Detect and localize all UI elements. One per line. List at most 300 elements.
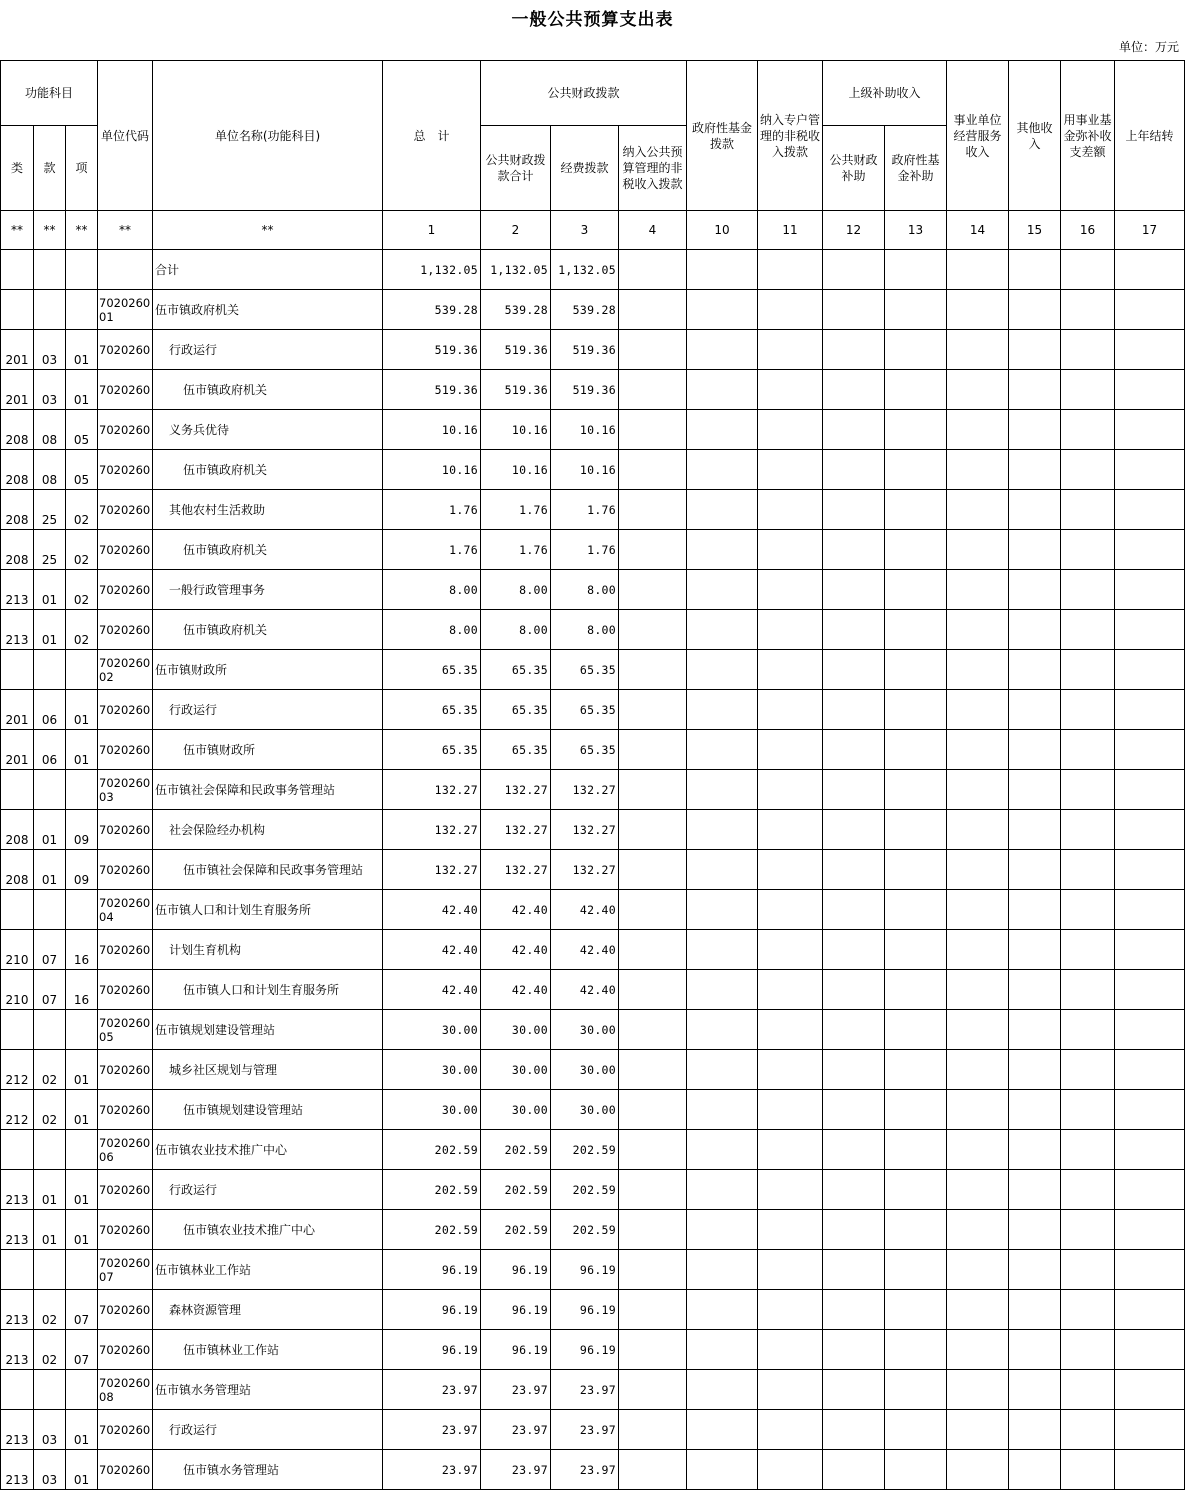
fund-cover-cell bbox=[1061, 730, 1115, 770]
total-cell: 42.40 bbox=[383, 930, 481, 970]
special-nontax-cell bbox=[758, 1050, 823, 1090]
business-income-cell bbox=[947, 1050, 1009, 1090]
gov-fund-cell bbox=[687, 1170, 758, 1210]
xiang-cell bbox=[66, 1370, 98, 1410]
kuan-cell: 07 bbox=[34, 930, 66, 970]
gov-fund-cell bbox=[687, 1130, 758, 1170]
unit-name-cell: 伍市镇财政所 bbox=[153, 650, 383, 690]
fund-cover-cell bbox=[1061, 570, 1115, 610]
carryover-cell bbox=[1115, 810, 1185, 850]
unit-name-cell: 伍市镇水务管理站 bbox=[153, 1370, 383, 1410]
total-cell: 1,132.05 bbox=[383, 250, 481, 290]
other-income-cell bbox=[1009, 290, 1061, 330]
xiang-cell bbox=[66, 890, 98, 930]
table-row bbox=[1, 650, 1185, 690]
carryover-cell bbox=[1115, 850, 1185, 890]
xiang-cell: 02 bbox=[66, 530, 98, 570]
unit-code-text: 7020260 bbox=[99, 622, 151, 637]
special-nontax-cell bbox=[758, 970, 823, 1010]
xiang-cell: 02 bbox=[66, 490, 98, 530]
pf-total-cell: 96.19 bbox=[481, 1330, 551, 1370]
lei-cell: 213 bbox=[1, 1290, 34, 1330]
special-nontax-cell bbox=[758, 570, 823, 610]
pf-total-cell: 42.40 bbox=[481, 890, 551, 930]
unit-name-cell: 伍市镇政府机关 bbox=[153, 450, 383, 490]
pf-operating-cell: 202.59 bbox=[551, 1170, 619, 1210]
pf-nontax-cell bbox=[619, 1370, 687, 1410]
carryover-cell bbox=[1115, 1330, 1185, 1370]
sup-fund-cell bbox=[885, 330, 947, 370]
gov-fund-cell bbox=[687, 1010, 758, 1050]
pf-operating-cell: 65.35 bbox=[551, 730, 619, 770]
fund-cover-cell bbox=[1061, 490, 1115, 530]
fund-cover-cell bbox=[1061, 650, 1115, 690]
page-title: 一般公共预算支出表 bbox=[511, 10, 674, 30]
pf-nontax-cell bbox=[619, 1010, 687, 1050]
col-number: 3 bbox=[551, 211, 619, 250]
business-income-cell bbox=[947, 1330, 1009, 1370]
gov-fund-cell bbox=[687, 1410, 758, 1450]
header-unit-code: 单位代码 bbox=[98, 61, 153, 211]
unit-code-text: 7020260 bbox=[99, 342, 151, 357]
unit-code-cell bbox=[98, 290, 153, 330]
other-income-cell bbox=[1009, 930, 1061, 970]
other-income-cell bbox=[1009, 1210, 1061, 1250]
carryover-cell bbox=[1115, 1370, 1185, 1410]
sup-fund-cell bbox=[885, 650, 947, 690]
business-income-cell bbox=[947, 490, 1009, 530]
table-row bbox=[1, 890, 1185, 930]
unit-code-text: 7020260 bbox=[99, 742, 151, 757]
unit-code-text: 7020260 bbox=[99, 1422, 151, 1437]
sup-public-cell bbox=[823, 370, 885, 410]
business-income-cell bbox=[947, 610, 1009, 650]
other-income-cell bbox=[1009, 1130, 1061, 1170]
total-cell: 30.00 bbox=[383, 1050, 481, 1090]
lei-cell: 208 bbox=[1, 450, 34, 490]
other-income-cell bbox=[1009, 810, 1061, 850]
gov-fund-cell bbox=[687, 570, 758, 610]
pf-total-cell: 8.00 bbox=[481, 610, 551, 650]
xiang-cell: 09 bbox=[66, 850, 98, 890]
xiang-cell: 01 bbox=[66, 1090, 98, 1130]
lei-cell: 213 bbox=[1, 1330, 34, 1370]
pf-total-cell: 23.97 bbox=[481, 1370, 551, 1410]
unit-code-text: 702026003 bbox=[99, 775, 151, 804]
pf-nontax-cell bbox=[619, 810, 687, 850]
gov-fund-cell bbox=[687, 810, 758, 850]
total-cell: 23.97 bbox=[383, 1450, 481, 1490]
kuan-cell bbox=[34, 290, 66, 330]
carryover-cell bbox=[1115, 250, 1185, 290]
sup-fund-cell bbox=[885, 730, 947, 770]
gov-fund-cell bbox=[687, 970, 758, 1010]
special-nontax-cell bbox=[758, 1330, 823, 1370]
table-row bbox=[1, 450, 1185, 490]
unit-code-cell bbox=[98, 1210, 153, 1250]
pf-operating-cell: 519.36 bbox=[551, 330, 619, 370]
unit-code-text: 7020260 bbox=[99, 1462, 151, 1477]
special-nontax-cell bbox=[758, 770, 823, 810]
carryover-cell bbox=[1115, 450, 1185, 490]
header-pf-operating: 经费拨款 bbox=[551, 126, 619, 211]
pf-nontax-cell bbox=[619, 690, 687, 730]
fund-cover-cell bbox=[1061, 1330, 1115, 1370]
sup-fund-cell bbox=[885, 450, 947, 490]
special-nontax-cell bbox=[758, 1250, 823, 1290]
fund-cover-cell bbox=[1061, 1170, 1115, 1210]
total-cell: 539.28 bbox=[383, 290, 481, 330]
sup-public-cell bbox=[823, 1210, 885, 1250]
unit-code-text: 7020260 bbox=[99, 1222, 151, 1237]
pf-total-cell: 8.00 bbox=[481, 570, 551, 610]
pf-nontax-cell bbox=[619, 1410, 687, 1450]
header-special-nontax: 纳入专户管理的非税收入拨款 bbox=[758, 61, 823, 211]
lei-cell: 208 bbox=[1, 490, 34, 530]
col-number: 1 bbox=[383, 211, 481, 250]
total-cell: 23.97 bbox=[383, 1410, 481, 1450]
fund-cover-cell bbox=[1061, 410, 1115, 450]
unit-code-text: 702026008 bbox=[99, 1375, 151, 1404]
unit-name-cell: 伍市镇政府机关 bbox=[153, 370, 383, 410]
xiang-cell: 02 bbox=[66, 610, 98, 650]
table-row bbox=[1, 330, 1185, 370]
sup-public-cell bbox=[823, 810, 885, 850]
unit-code-cell bbox=[98, 690, 153, 730]
unit-name-cell: 伍市镇社会保障和民政事务管理站 bbox=[153, 770, 383, 810]
gov-fund-cell bbox=[687, 530, 758, 570]
sup-fund-cell bbox=[885, 890, 947, 930]
xiang-cell: 01 bbox=[66, 1210, 98, 1250]
pf-total-cell: 202.59 bbox=[481, 1210, 551, 1250]
unit-code-cell bbox=[98, 370, 153, 410]
lei-cell bbox=[1, 770, 34, 810]
xiang-cell: 02 bbox=[66, 570, 98, 610]
unit-code-text: 7020260 bbox=[99, 1302, 151, 1317]
pf-nontax-cell bbox=[619, 1050, 687, 1090]
special-nontax-cell bbox=[758, 370, 823, 410]
business-income-cell bbox=[947, 1130, 1009, 1170]
pf-operating-cell: 519.36 bbox=[551, 370, 619, 410]
lei-cell bbox=[1, 250, 34, 290]
header-xiang: 项 bbox=[66, 126, 98, 211]
lei-cell: 201 bbox=[1, 370, 34, 410]
gov-fund-cell bbox=[687, 610, 758, 650]
header-superior-subsidy: 上级补助收入 bbox=[823, 61, 947, 126]
gov-fund-cell bbox=[687, 650, 758, 690]
pf-operating-cell: 30.00 bbox=[551, 1090, 619, 1130]
total-cell: 132.27 bbox=[383, 850, 481, 890]
gov-fund-cell bbox=[687, 1210, 758, 1250]
sup-public-cell bbox=[823, 330, 885, 370]
unit-name-cell: 伍市镇农业技术推广中心 bbox=[153, 1210, 383, 1250]
lei-cell: 201 bbox=[1, 730, 34, 770]
unit-code-text: 7020260 bbox=[99, 422, 151, 437]
unit-code-cell bbox=[98, 1050, 153, 1090]
pf-nontax-cell bbox=[619, 370, 687, 410]
table-row bbox=[1, 1370, 1185, 1410]
other-income-cell bbox=[1009, 250, 1061, 290]
unit-code-cell bbox=[98, 770, 153, 810]
carryover-cell bbox=[1115, 690, 1185, 730]
pf-operating-cell: 23.97 bbox=[551, 1450, 619, 1490]
sup-fund-cell bbox=[885, 290, 947, 330]
col-number: 15 bbox=[1009, 211, 1061, 250]
gov-fund-cell bbox=[687, 850, 758, 890]
business-income-cell bbox=[947, 810, 1009, 850]
kuan-cell bbox=[34, 1010, 66, 1050]
unit-name-cell: 城乡社区规划与管理 bbox=[153, 1050, 383, 1090]
column-number-row bbox=[1, 211, 1185, 250]
pf-operating-cell: 1.76 bbox=[551, 490, 619, 530]
lei-cell bbox=[1, 1370, 34, 1410]
pf-nontax-cell bbox=[619, 850, 687, 890]
unit-code-cell bbox=[98, 570, 153, 610]
total-cell: 202.59 bbox=[383, 1130, 481, 1170]
lei-cell bbox=[1, 890, 34, 930]
fund-cover-cell bbox=[1061, 850, 1115, 890]
pf-nontax-cell bbox=[619, 730, 687, 770]
sup-public-cell bbox=[823, 730, 885, 770]
xiang-cell bbox=[66, 1130, 98, 1170]
pf-nontax-cell bbox=[619, 1210, 687, 1250]
gov-fund-cell bbox=[687, 1250, 758, 1290]
header-kuan: 款 bbox=[34, 126, 66, 211]
other-income-cell bbox=[1009, 1170, 1061, 1210]
pf-operating-cell: 132.27 bbox=[551, 770, 619, 810]
fund-cover-cell bbox=[1061, 610, 1115, 650]
unit-name-cell: 合计 bbox=[153, 250, 383, 290]
unit-code-text: 7020260 bbox=[99, 502, 151, 517]
sup-fund-cell bbox=[885, 1050, 947, 1090]
gov-fund-cell bbox=[687, 250, 758, 290]
gov-fund-cell bbox=[687, 1370, 758, 1410]
header-sup-fund: 政府性基金补助 bbox=[885, 126, 947, 211]
unit-code-text: 702026005 bbox=[99, 1015, 151, 1044]
carryover-cell bbox=[1115, 370, 1185, 410]
business-income-cell bbox=[947, 650, 1009, 690]
total-cell: 202.59 bbox=[383, 1210, 481, 1250]
pf-operating-cell: 65.35 bbox=[551, 650, 619, 690]
other-income-cell bbox=[1009, 1450, 1061, 1490]
table-row bbox=[1, 1410, 1185, 1450]
pf-total-cell: 202.59 bbox=[481, 1170, 551, 1210]
sup-public-cell bbox=[823, 410, 885, 450]
unit-code-cell bbox=[98, 1130, 153, 1170]
unit-name-cell: 伍市镇林业工作站 bbox=[153, 1250, 383, 1290]
total-cell: 65.35 bbox=[383, 650, 481, 690]
unit-code-text: 7020260 bbox=[99, 942, 151, 957]
pf-operating-cell: 132.27 bbox=[551, 810, 619, 850]
lei-cell bbox=[1, 1130, 34, 1170]
business-income-cell bbox=[947, 370, 1009, 410]
sup-public-cell bbox=[823, 1450, 885, 1490]
col-number: 13 bbox=[885, 211, 947, 250]
carryover-cell bbox=[1115, 530, 1185, 570]
sup-public-cell bbox=[823, 770, 885, 810]
pf-nontax-cell bbox=[619, 1250, 687, 1290]
sup-public-cell bbox=[823, 610, 885, 650]
sup-fund-cell bbox=[885, 490, 947, 530]
fund-cover-cell bbox=[1061, 1410, 1115, 1450]
gov-fund-cell bbox=[687, 450, 758, 490]
unit-name-cell: 行政运行 bbox=[153, 1410, 383, 1450]
gov-fund-cell bbox=[687, 410, 758, 450]
table-row bbox=[1, 1330, 1185, 1370]
pf-total-cell: 132.27 bbox=[481, 770, 551, 810]
business-income-cell bbox=[947, 890, 1009, 930]
pf-operating-cell: 202.59 bbox=[551, 1210, 619, 1250]
pf-total-cell: 519.36 bbox=[481, 370, 551, 410]
special-nontax-cell bbox=[758, 410, 823, 450]
header-func-subject: 功能科目 bbox=[1, 61, 98, 126]
total-cell: 1.76 bbox=[383, 530, 481, 570]
other-income-cell bbox=[1009, 970, 1061, 1010]
pf-operating-cell: 1,132.05 bbox=[551, 250, 619, 290]
fund-cover-cell bbox=[1061, 370, 1115, 410]
lei-cell: 201 bbox=[1, 330, 34, 370]
col-number: 4 bbox=[619, 211, 687, 250]
unit-name-cell: 行政运行 bbox=[153, 330, 383, 370]
sup-fund-cell bbox=[885, 1210, 947, 1250]
fund-cover-cell bbox=[1061, 770, 1115, 810]
sup-public-cell bbox=[823, 1010, 885, 1050]
header-row-1 bbox=[1, 61, 1185, 126]
pf-operating-cell: 539.28 bbox=[551, 290, 619, 330]
table-row bbox=[1, 1210, 1185, 1250]
business-income-cell bbox=[947, 1290, 1009, 1330]
other-income-cell bbox=[1009, 1290, 1061, 1330]
xiang-cell: 07 bbox=[66, 1290, 98, 1330]
gov-fund-cell bbox=[687, 490, 758, 530]
sup-fund-cell bbox=[885, 370, 947, 410]
pf-nontax-cell bbox=[619, 1450, 687, 1490]
kuan-cell: 01 bbox=[34, 810, 66, 850]
special-nontax-cell bbox=[758, 1210, 823, 1250]
carryover-cell bbox=[1115, 410, 1185, 450]
sup-fund-cell bbox=[885, 930, 947, 970]
header-other-income: 其他收入 bbox=[1009, 61, 1061, 211]
carryover-cell bbox=[1115, 770, 1185, 810]
carryover-cell bbox=[1115, 1290, 1185, 1330]
business-income-cell bbox=[947, 410, 1009, 450]
unit-code-text: 7020260 bbox=[99, 702, 151, 717]
other-income-cell bbox=[1009, 1410, 1061, 1450]
xiang-cell bbox=[66, 650, 98, 690]
other-income-cell bbox=[1009, 890, 1061, 930]
pf-total-cell: 30.00 bbox=[481, 1090, 551, 1130]
unit-code-text: 7020260 bbox=[99, 582, 151, 597]
unit-code-text: 7020260 bbox=[99, 1342, 151, 1357]
star-cell: ** bbox=[1, 211, 34, 250]
business-income-cell bbox=[947, 1410, 1009, 1450]
pf-operating-cell: 1.76 bbox=[551, 530, 619, 570]
other-income-cell bbox=[1009, 690, 1061, 730]
pf-operating-cell: 65.35 bbox=[551, 690, 619, 730]
pf-nontax-cell bbox=[619, 410, 687, 450]
lei-cell: 208 bbox=[1, 530, 34, 570]
lei-cell: 213 bbox=[1, 1410, 34, 1450]
sup-fund-cell bbox=[885, 570, 947, 610]
col-number: 2 bbox=[481, 211, 551, 250]
unit-name-cell: 伍市镇政府机关 bbox=[153, 530, 383, 570]
pf-nontax-cell bbox=[619, 610, 687, 650]
table-row bbox=[1, 1170, 1185, 1210]
table-row bbox=[1, 410, 1185, 450]
unit-code-cell bbox=[98, 490, 153, 530]
unit-code-cell bbox=[98, 1250, 153, 1290]
special-nontax-cell bbox=[758, 330, 823, 370]
total-cell: 8.00 bbox=[383, 610, 481, 650]
special-nontax-cell bbox=[758, 490, 823, 530]
lei-cell: 213 bbox=[1, 1450, 34, 1490]
fund-cover-cell bbox=[1061, 1050, 1115, 1090]
unit-code-text: 702026004 bbox=[99, 895, 151, 924]
pf-total-cell: 202.59 bbox=[481, 1130, 551, 1170]
other-income-cell bbox=[1009, 410, 1061, 450]
business-income-cell bbox=[947, 1170, 1009, 1210]
business-income-cell bbox=[947, 1450, 1009, 1490]
total-cell: 10.16 bbox=[383, 410, 481, 450]
pf-total-cell: 42.40 bbox=[481, 970, 551, 1010]
fund-cover-cell bbox=[1061, 530, 1115, 570]
unit-code-cell bbox=[98, 890, 153, 930]
sup-fund-cell bbox=[885, 850, 947, 890]
business-income-cell bbox=[947, 930, 1009, 970]
kuan-cell: 25 bbox=[34, 490, 66, 530]
sup-public-cell bbox=[823, 650, 885, 690]
gov-fund-cell bbox=[687, 690, 758, 730]
table-row bbox=[1, 930, 1185, 970]
unit-code-text: 702026006 bbox=[99, 1135, 151, 1164]
table-row bbox=[1, 810, 1185, 850]
carryover-cell bbox=[1115, 970, 1185, 1010]
total-cell: 10.16 bbox=[383, 450, 481, 490]
carryover-cell bbox=[1115, 1050, 1185, 1090]
other-income-cell bbox=[1009, 330, 1061, 370]
kuan-cell bbox=[34, 1370, 66, 1410]
pf-operating-cell: 8.00 bbox=[551, 570, 619, 610]
kuan-cell: 25 bbox=[34, 530, 66, 570]
header-gov-fund: 政府性基金拨款 bbox=[687, 61, 758, 211]
table-row bbox=[1, 370, 1185, 410]
sup-fund-cell bbox=[885, 1410, 947, 1450]
special-nontax-cell bbox=[758, 1410, 823, 1450]
gov-fund-cell bbox=[687, 930, 758, 970]
table-row bbox=[1, 1010, 1185, 1050]
unit-name-cell: 伍市镇农业技术推广中心 bbox=[153, 1130, 383, 1170]
pf-operating-cell: 96.19 bbox=[551, 1250, 619, 1290]
special-nontax-cell bbox=[758, 850, 823, 890]
sup-fund-cell bbox=[885, 1450, 947, 1490]
unit-name-cell: 森林资源管理 bbox=[153, 1290, 383, 1330]
header-carryover: 上年结转 bbox=[1115, 61, 1185, 211]
other-income-cell bbox=[1009, 1090, 1061, 1130]
col-number: 14 bbox=[947, 211, 1009, 250]
sup-public-cell bbox=[823, 1330, 885, 1370]
unit-name-cell: 伍市镇社会保障和民政事务管理站 bbox=[153, 850, 383, 890]
gov-fund-cell bbox=[687, 890, 758, 930]
table-row bbox=[1, 850, 1185, 890]
unit-code-cell bbox=[98, 1330, 153, 1370]
unit-name-cell: 伍市镇政府机关 bbox=[153, 290, 383, 330]
pf-total-cell: 519.36 bbox=[481, 330, 551, 370]
kuan-cell: 02 bbox=[34, 1290, 66, 1330]
table-row bbox=[1, 290, 1185, 330]
carryover-cell bbox=[1115, 1410, 1185, 1450]
unit-code-cell bbox=[98, 730, 153, 770]
unit-name-cell: 社会保险经办机构 bbox=[153, 810, 383, 850]
